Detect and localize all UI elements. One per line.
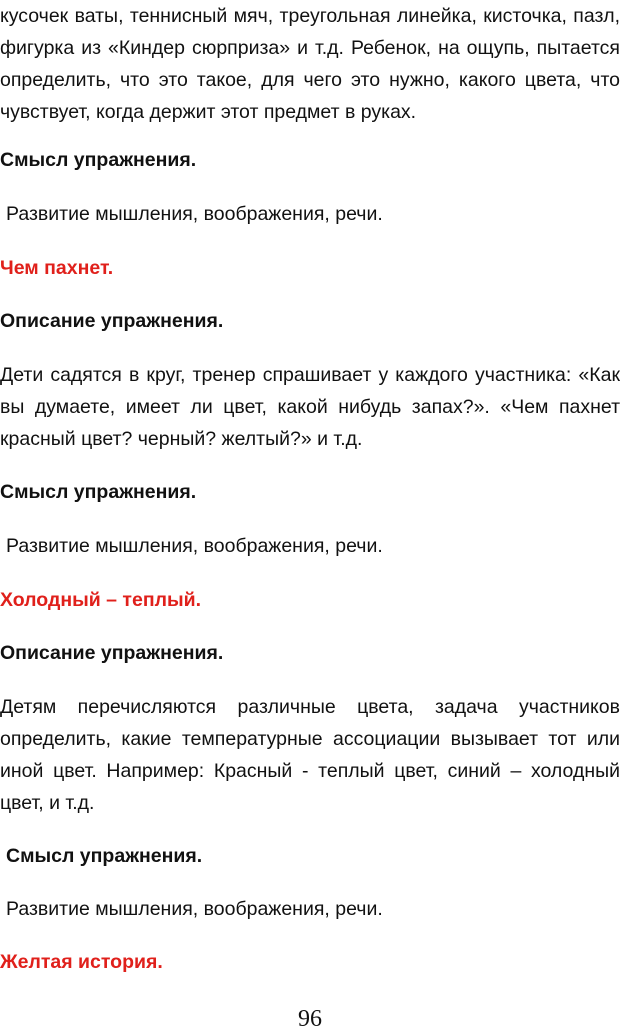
- description-text: Дети садятся в круг, тренер спрашивает у каждого участника: «Как вы думаете, имеет ли цвет, какой нибудь запах?». «Чем пахнет красный цвет? черный? желтый?» и т.д.: [0, 364, 620, 450]
- meaning-heading: Смысл упражнения.: [0, 149, 197, 171]
- meaning-text: Развитие мышления, воображения, речи.: [6, 203, 383, 225]
- meaning-text: Развитие мышления, воображения, речи.: [6, 898, 383, 920]
- intro-paragraph: кусочек ваты, теннисный мяч, треугольная линейка, кисточка, пазл, фигурка из «Киндер сюрприза» и т.д. Ребенок, на ощупь, пытается определить, что это такое, для чего это нужно, какого цвета, что чувствует, когда держит этот предмет в руках.: [0, 5, 620, 123]
- meaning-text: Развитие мышления, воображения, речи.: [6, 535, 383, 557]
- exercise-title-cold-warm: Холодный – теплый.: [0, 589, 202, 611]
- exercise-title-yellow-story: Желтая история.: [0, 951, 163, 973]
- meaning-heading: Смысл упражнения.: [0, 481, 197, 503]
- description-text: Детям перечисляются различные цвета, задача участников определить, какие температурные ассоциации вызывает тот или иной цвет. Например: Красный - теплый цвет, синий – холодный цвет, и т.д.: [0, 696, 620, 814]
- description-heading: Описание упражнения.: [0, 642, 224, 664]
- description-heading: Описание упражнения.: [0, 310, 224, 332]
- page-number: 96: [298, 1006, 322, 1032]
- exercise-title-smell: Чем пахнет.: [0, 257, 114, 279]
- meaning-heading: Смысл упражнения.: [6, 845, 203, 867]
